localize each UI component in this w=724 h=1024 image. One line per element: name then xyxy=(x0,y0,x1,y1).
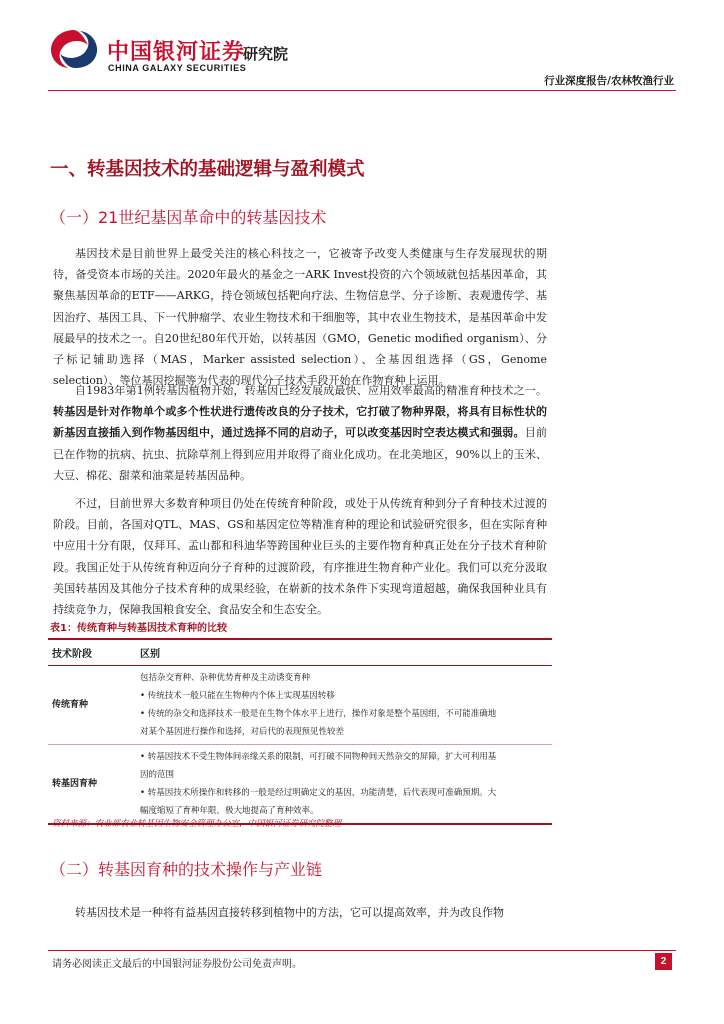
table-line: 因的范围 xyxy=(140,770,175,780)
brand-name-en: CHINA GALAXY SECURITIES xyxy=(108,63,247,73)
galaxy-swirl-logo-icon xyxy=(48,26,100,72)
row-content-traditional xyxy=(136,666,552,745)
footer-disclaimer: 请务必阅读正文最后的中国银河证券股份公司免责声明。 xyxy=(52,959,302,970)
paragraph-2-intro: 自1983年第1例转基因植物开始，转基因已经发展成最快、应用效率最高的精准育种技术之一。 xyxy=(75,384,547,397)
paragraph-4: 转基因技术是一种将有益基因直接转移到植物中的方法，它可以提高效率，并为改良作物 xyxy=(75,906,504,919)
table-title: 表1：传统育种与转基因技术育种的比较 xyxy=(50,623,227,634)
table-line: • 转基因技术所操作和转移的一般是经过明确定义的基因，功能清楚，后代表现可准确预期。大 xyxy=(140,788,497,798)
section-title: 一、转基因技术的基础逻辑与盈利模式 xyxy=(50,159,365,180)
table-line: • 转基因技术不受生物体间亲缘关系的限制，可打破不同物种间天然杂交的屏障，扩大可利用基 xyxy=(140,752,497,762)
table-line: 对某个基因进行操作和选择，对后代的表现预见性较差 xyxy=(140,727,345,737)
page-number: 2 xyxy=(655,953,672,970)
row-content-transgenic xyxy=(136,745,552,825)
table-header-difference: 区别 xyxy=(136,639,552,666)
paragraph-3: 不过，目前世界大多数育种项目仍处在传统育种阶段，或处于从传统育种到分子育种技术过渡的阶段。目前，各国对QTL、MAS、GS和基因定位等精准育种的理论和试验研究很多，但在实际育种中应用十分有限，仅拜耳、孟山都和科迪华等跨国种业巨头的主要作物育种真正处在分子技术育种阶段。我国正处于从传统育种迈向分子育种的过渡阶段，有序推进生物育种产业化。我们可以充分汲取美国转基因及其他分子技术育种的成果经验，在崭新的技术条件下实现弯道超越，确保我国种业具有持续竞争力，保障我国粮食安全、食品安全和生态安全。 xyxy=(53,497,547,617)
table-source: 资料来源：农业部农业转基因生物安全管理办公室，中国银河证券研究院整理 xyxy=(52,819,342,829)
report-type: 行业深度报告/农林牧渔行业 xyxy=(544,75,674,87)
brand-name-cn: 中国银河证券 xyxy=(107,40,246,65)
paragraph-2 xyxy=(53,380,547,486)
table-line: • 传统的杂交和选择技术一般是在生物个体水平上进行，操作对象是整个基因组，不可能准确地 xyxy=(140,709,497,719)
paragraph-2-highlight: 转基因是针对作物单个或多个性状进行遗传改良的分子技术，它打破了物种界限，将具有目标性状的新基因直接插入到作物基因组中，通过选择不同的启动子，可以改变基因时空表达模式和强弱。 xyxy=(53,405,547,440)
header-divider xyxy=(48,90,676,91)
table-line: • 传统技术一般只能在生物种内个体上实现基因转移 xyxy=(140,691,335,701)
table-row xyxy=(48,666,552,745)
comparison-table xyxy=(48,638,552,825)
subsection-title-1: （一）21世纪基因革命中的转基因技术 xyxy=(50,208,327,227)
paragraph-1: 基因技术是目前世界上最受关注的核心科技之一，它被寄予改变人类健康与生存发展现状的期待，备受资本市场的关注。2020年最火的基金之一ARK Invest投资的六个领域就包括基因革命，其聚焦基因革命的ETF——ARKG，持仓领域包括靶向疗法、生物信息学、分子诊断、表观遗传学、基因治疗、基因工具、下一代肿瘤学、农业生物技术和干细胞等，其中农业生物技术，是基因革命中发展最早的技术之一。自20世纪80年代开始，以转基因（GMO，Genetic modified organism）、分子标记辅助选择（MAS，Marker assisted selection）、全基因组选择（GS，Genome selection）、等位基因挖掘等为代表的现代分子技术手段开始在作物育种上运用。 xyxy=(53,247,547,388)
table-line: 幅度缩短了育种年限，极大地提高了育种效率。 xyxy=(140,806,319,816)
table-header-stage: 技术阶段 xyxy=(48,639,136,666)
table-line: 包括杂交育种、杂种优势育种及主动诱变育种 xyxy=(140,673,311,683)
table-header-row xyxy=(48,639,552,666)
row-label-traditional: 传统育种 xyxy=(48,666,136,745)
row-label-transgenic: 转基因育种 xyxy=(48,745,136,825)
table-row xyxy=(48,745,552,825)
brand-suffix: 研究院 xyxy=(243,45,289,63)
page-header xyxy=(0,0,724,92)
paragraph-2-rest: 目前已在作物的抗病、抗虫、抗除草剂上得到应用并取得了商业化成功。在北美地区，90%以上的玉米、大豆、棉花、甜菜和油菜是转基因品种。 xyxy=(53,426,547,482)
footer-divider xyxy=(48,950,676,951)
subsection-title-2: （二）转基因育种的技术操作与产业链 xyxy=(50,860,323,879)
